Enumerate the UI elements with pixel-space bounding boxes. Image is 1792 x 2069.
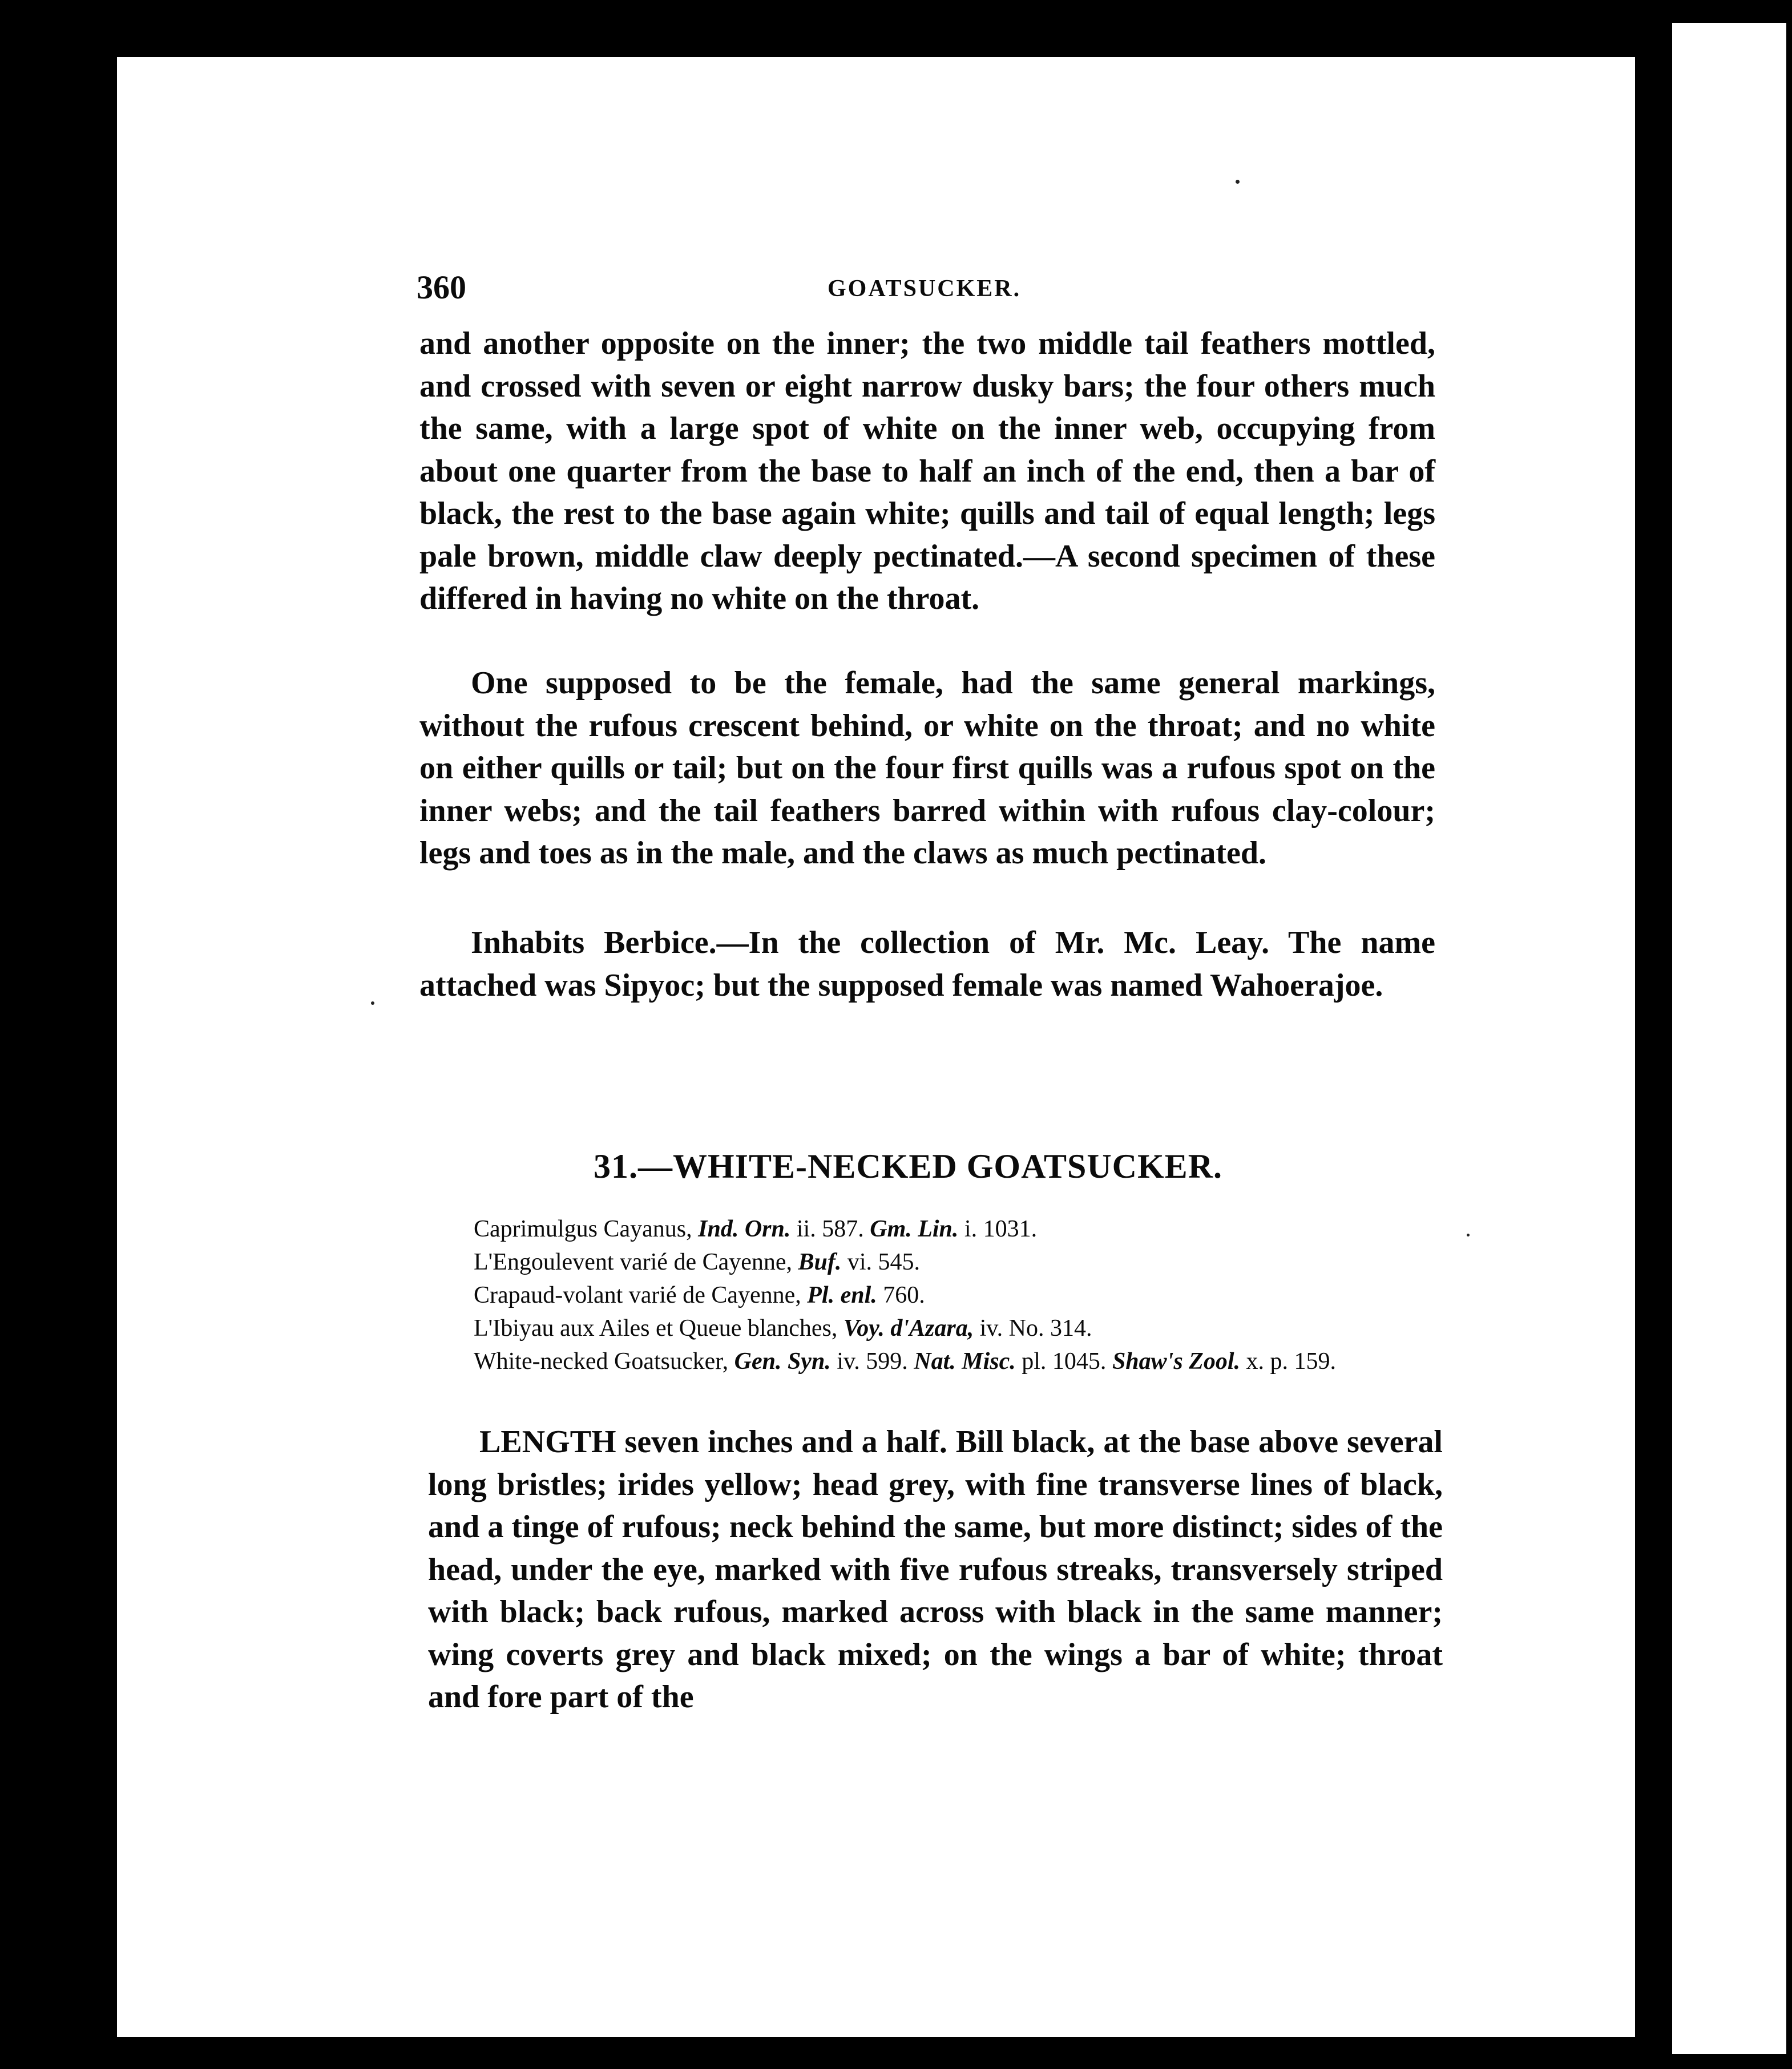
adjacent-page-edge	[1672, 23, 1786, 2054]
running-head	[417, 268, 1444, 314]
synonym-entry: White-necked Goatsucker, Gen. Syn. iv. 599. Nat. Misc. pl. 1045. Shaw's Zool. x. p. 159.	[474, 1348, 1337, 1375]
scan-speck	[1236, 180, 1240, 184]
synonym-entry: L'Engoulevent varié de Cayenne, Buf. vi. 545.	[474, 1249, 921, 1275]
synonym-entry: Crapaud-volant varié de Cayenne, Pl. enl. 760.	[474, 1282, 925, 1308]
page-number: 360	[417, 269, 466, 306]
scan-speck	[1467, 1234, 1470, 1236]
paragraph-habitat: Inhabits Berbice.—In the collection of Mr. Mc. Leay. The name attached was Sipyoc; but the supposed female was named Wahoerajoe.	[419, 925, 1435, 1003]
section-heading: 31.—WHITE-NECKED GOATSUCKER.	[594, 1147, 1223, 1185]
synonym-entry: Caprimulgus Cayanus, Ind. Orn. ii. 587. Gm. Lin. i. 1031.	[474, 1216, 1038, 1242]
paragraph-female-description: One supposed to be the female, had the same general markings, without the rufous crescent behind, or white on the throat; and no white on either quills or tail; but on the four first quills was a rufous spot on the inner webs; and the tail feathers barred within with rufous clay-colour; legs and toes as in the male, and the claws as much pectinated.	[419, 665, 1435, 871]
paragraph-species-description: LENGTH seven inches and a half. Bill black, at the base above several long bristles; irides yellow; head grey, with fine transverse lines of black, and a tinge of rufous; neck behind the same, but more distinct; sides of the head, under the eye, marked with five rufous streaks, transversely striped with black; back rufous, marked across with black in the same manner; wing coverts grey and black mixed; on the wings a bar of white; throat and fore part of the	[428, 1424, 1443, 1715]
page-header-title: GOATSUCKER.	[828, 276, 1022, 302]
synonym-entry: L'Ibiyau aux Ailes et Queue blanches, Voy. d'Azara, iv. No. 314.	[474, 1315, 1092, 1341]
paragraph-continued: and another opposite on the inner; the two middle tail feathers mottled, and crossed with seven or eight narrow dusky bars; the four others much the same, with a large spot of white on the inner web, occupying from about one quarter from the base to half an inch of the end, then a bar of black, the rest to the base again white; quills and tail of equal length; legs pale brown, middle claw deeply pectinated.—A second specimen of these differed in having no white on the throat.	[419, 326, 1435, 616]
synonym-list	[474, 1213, 1444, 1378]
scan-speck	[371, 1001, 374, 1005]
